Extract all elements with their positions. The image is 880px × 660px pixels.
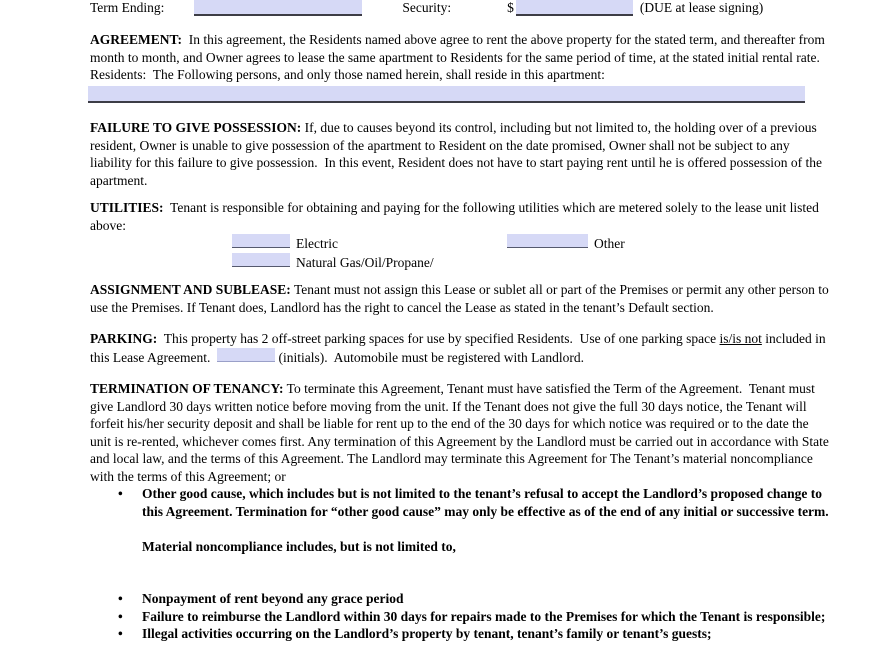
assignment-text: Tenant must not assign this Lease or sublet all or part of the Premises or permit any other person to use the Premises. If Tenant does, Landlord has the right to cancel the Lease as stated in the tenant’s Default section. (90, 282, 833, 315)
bullet-icon: • (118, 591, 123, 606)
bullet-item (90, 625, 830, 643)
parking-is-isnot: is/is not (719, 331, 762, 346)
bullet-item (90, 590, 830, 608)
parking-text-after: (initials). Automobile must be registered with Landlord. (275, 349, 585, 365)
electric-label: Electric (296, 236, 338, 251)
agreement-text: In this agreement, the Residents named above agree to rent the above property for the stated term, and thereafter from month to month, and Owner agrees to lease the same apartment to Residents for the same period of time, at the stated initial rental rate. Residents: The Following persons, and only those named herein, shall reside in this apartment: (90, 32, 829, 82)
bullet-item (90, 485, 830, 590)
bullet-text: Other good cause, which includes but is not limited to the tenant’s refusal to accept the Landlord’s proposed change to this Agreement. Termination for “other good cause” may only be effective as of the end of any initial or successive term. (142, 486, 829, 519)
residents-field[interactable] (88, 86, 805, 103)
assignment-section (90, 281, 833, 316)
agreement-section (90, 31, 830, 84)
term-ending-label: Term Ending: (90, 0, 165, 15)
bullet-item (90, 608, 830, 626)
bullet-icon: • (118, 626, 123, 641)
gas-field[interactable] (232, 253, 290, 267)
failure-text: If, due to causes beyond its control, including but not limited to, the holding over of a previous resident, Owner is unable to give possession of the apartment to Resident on the date promised, Owner shall not be subject to any liability for this failure to give possession. In this event, Resident does not have to start paying rent until he is offered possession of the apartment. (90, 120, 826, 188)
utilities-options (232, 234, 830, 271)
initials-field[interactable] (217, 348, 275, 362)
utilities-row-2 (232, 253, 830, 272)
electric-option (232, 234, 507, 253)
utilities-heading: UTILITIES: (90, 200, 164, 215)
parking-section (90, 330, 830, 366)
parking-text-before: This property has 2 off-street parking spaces for use by specified Residents. Use of one parking space (157, 331, 720, 346)
bullet-icon: • (118, 608, 123, 624)
utilities-section (90, 199, 830, 234)
other-label: Other (594, 236, 625, 251)
bullet-text: Failure to reimburse the Landlord within 30 days for repairs made to the Premises for which the Tenant is responsible; (142, 608, 826, 624)
termination-text: To terminate this Agreement, Tenant must have satisfied the Term of the Agreement. Tenant must give Landlord 30 days written notice before moving from the unit. If the Tenant does not give the full 30 days notice, the Tenant will forfeit his/her security deposit and shall be liable for rent up to the end of the 30 days for which notice was required or to the date the unit is re-rented, whichever comes first. Any termination of this Agreement by the Landlord must be carried out in accordance with State and local law, and the terms of this Agreement. The Landlord may terminate this Agreement for The Tenant’s material noncompliance with the terms of this Agreement; or (90, 381, 833, 484)
term-ending-field[interactable] (194, 0, 362, 16)
term-security-row (90, 0, 830, 16)
dollar-sign: $ (507, 0, 514, 15)
parking-text-mid: included in this Lease Agreement. (90, 331, 829, 365)
termination-section (90, 380, 833, 485)
termination-bullets (90, 485, 830, 643)
security-label: Security: (402, 0, 452, 15)
gas-label: Natural Gas/Oil/Propane/ (296, 254, 434, 270)
due-note: (DUE at lease signing) (639, 0, 764, 15)
bullet-text: Nonpayment of rent beyond any grace period (142, 591, 404, 606)
assignment-heading: ASSIGNMENT AND SUBLEASE: (90, 282, 291, 297)
utilities-text: Tenant is responsible for obtaining and paying for the following utilities which are metered solely to the lease unit listed above: (90, 200, 823, 233)
bullet-icon: • (118, 486, 123, 501)
bullet-text: Illegal activities occurring on the Landlord’s property by tenant, tenant’s family or tenant’s guests; (142, 626, 712, 641)
electric-field[interactable] (232, 234, 290, 248)
parking-heading: PARKING: (90, 331, 158, 346)
agreement-heading: AGREEMENT: (90, 32, 183, 47)
failure-section (90, 119, 830, 189)
utilities-row-1 (232, 234, 830, 253)
security-amount-field[interactable] (516, 0, 633, 16)
other-field[interactable] (507, 234, 588, 248)
termination-heading: TERMINATION OF TENANCY: (90, 381, 284, 396)
bullet-note: Material noncompliance includes, but is not limited to, (142, 538, 456, 554)
failure-heading: FAILURE TO GIVE POSSESSION: (90, 120, 302, 135)
